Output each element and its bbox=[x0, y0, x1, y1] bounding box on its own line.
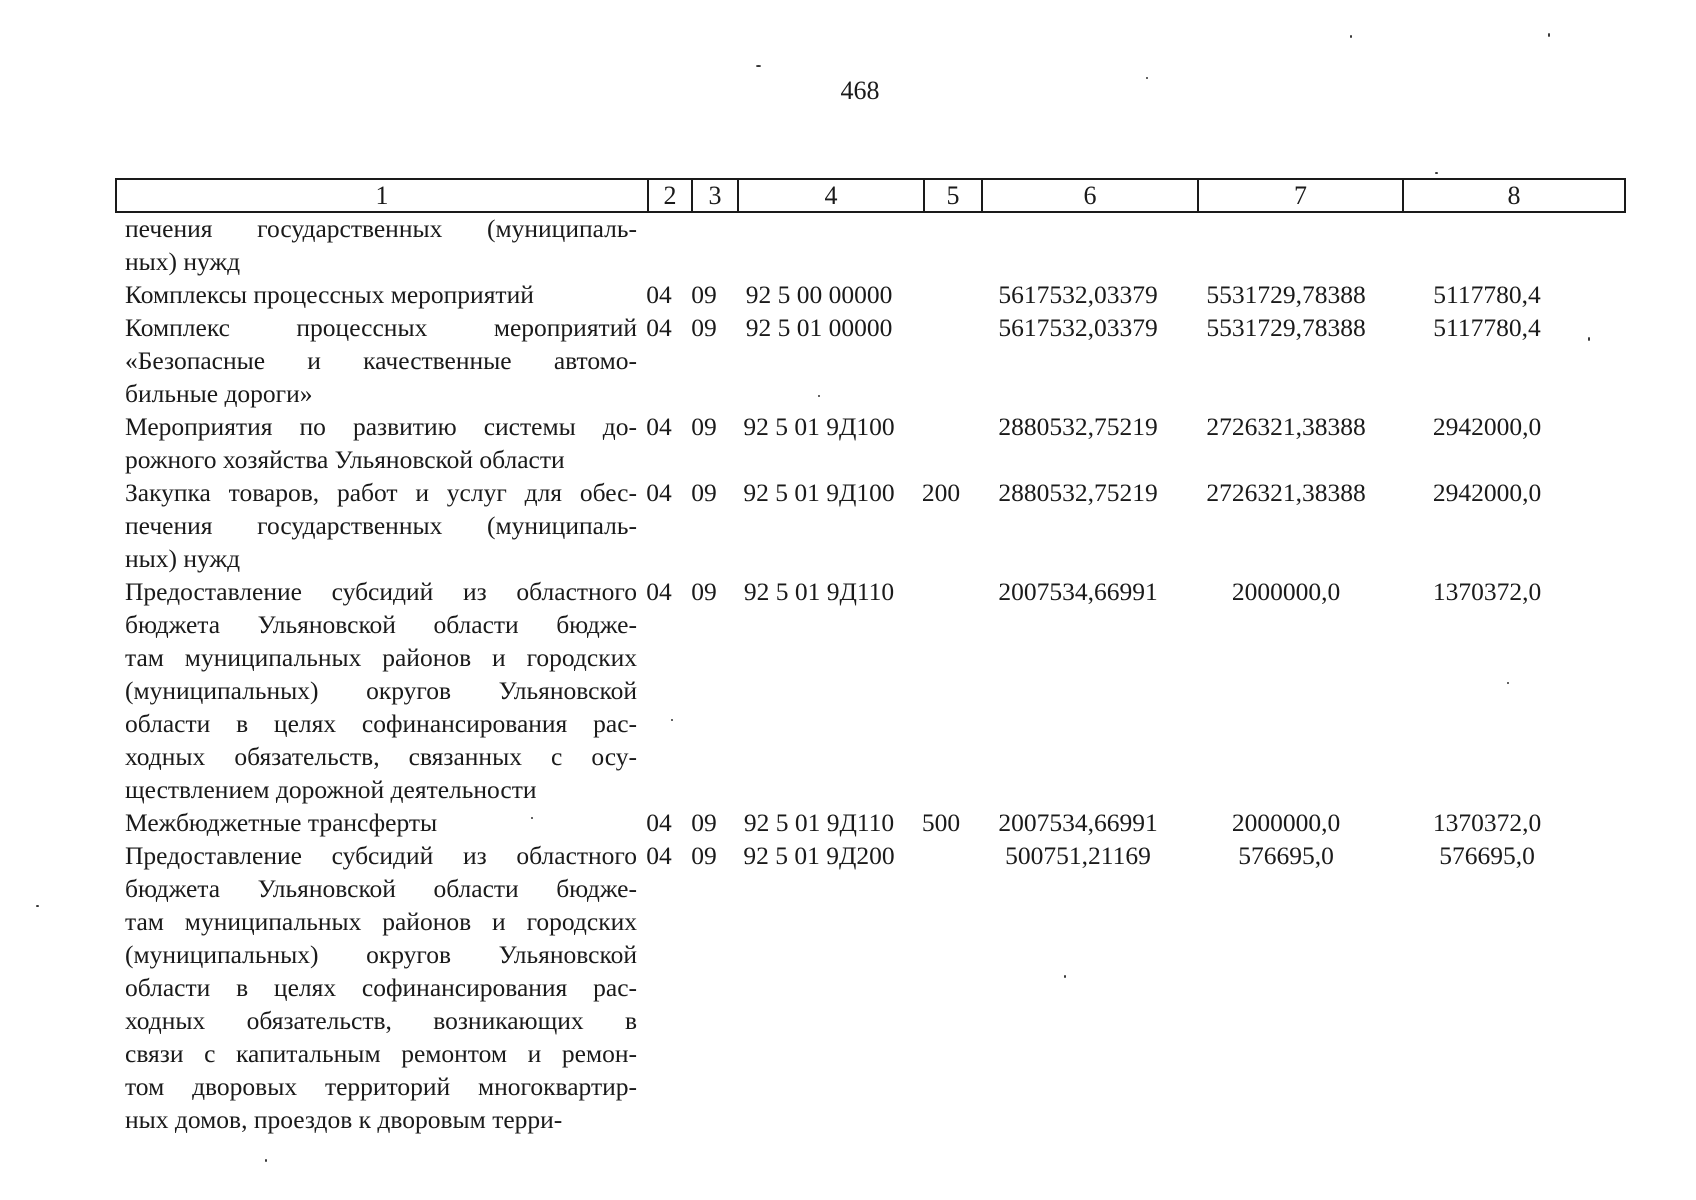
cell-col-6: 2880532,75219 bbox=[998, 478, 1158, 507]
scan-speck bbox=[1507, 682, 1509, 684]
cell-col-2: 04 bbox=[646, 841, 672, 870]
scan-speck bbox=[1588, 337, 1590, 341]
cell-col-3: 09 bbox=[691, 808, 717, 837]
table-row bbox=[125, 806, 1625, 839]
cell-col-7: 576695,0 bbox=[1238, 841, 1334, 870]
header-col-7: 7 bbox=[1198, 179, 1403, 212]
cell-col-5 bbox=[911, 278, 971, 311]
row-label bbox=[125, 806, 637, 839]
table-row bbox=[125, 476, 1625, 575]
row-label-line: (муниципальных) округов Ульяновской bbox=[125, 940, 637, 969]
cell-col-7: 2000000,0 bbox=[1231, 808, 1341, 837]
cell-col-8: 1370372,0 bbox=[1432, 577, 1542, 606]
cell-col-6: 2880532,75219 bbox=[998, 412, 1158, 441]
scan-speck bbox=[265, 1159, 267, 1162]
cell-col-3: 09 bbox=[691, 313, 717, 342]
cell-col-8: 576695,0 bbox=[1439, 841, 1535, 870]
cell-col-4 bbox=[727, 212, 911, 278]
cell-col-8: 5117780,4 bbox=[1433, 280, 1541, 309]
header-col-5: 5 bbox=[924, 179, 982, 212]
table-row bbox=[125, 278, 1625, 311]
cell-col-7: 2726321,38388 bbox=[1206, 412, 1366, 441]
row-label bbox=[125, 575, 637, 806]
table-row bbox=[125, 212, 1625, 278]
cell-col-4: 92 5 01 9Д110 bbox=[743, 577, 895, 606]
cell-col-6: 5617532,03379 bbox=[998, 280, 1158, 309]
cell-col-7: 2726321,38388 bbox=[1206, 478, 1366, 507]
header-row bbox=[116, 179, 1625, 212]
row-label-line: Предоставление субсидий из областного bbox=[125, 841, 637, 870]
cell-col-4: 92 5 01 00000 bbox=[745, 313, 893, 342]
cell-col-8: 2942000,0 bbox=[1432, 412, 1542, 441]
row-label-line: печения государственных (муниципаль- bbox=[125, 214, 637, 243]
cell-col-4: 92 5 01 9Д100 bbox=[743, 412, 895, 441]
table-row bbox=[125, 575, 1625, 806]
cell-col-4: 92 5 01 9Д110 bbox=[743, 808, 895, 837]
cell-col-4: 92 5 00 00000 bbox=[745, 280, 893, 309]
cell-col-8: 1370372,0 bbox=[1432, 808, 1542, 837]
row-label-line: бильные дороги» bbox=[125, 379, 313, 408]
cell-col-3: 09 bbox=[691, 412, 717, 441]
cell-col-2: 04 bbox=[646, 478, 672, 507]
header-col-6: 6 bbox=[982, 179, 1198, 212]
row-label bbox=[125, 839, 637, 1136]
row-label-line: ных) нужд bbox=[125, 247, 241, 276]
cell-col-6: 2007534,66991 bbox=[998, 808, 1158, 837]
row-label-line: там муниципальных районов и городских bbox=[125, 643, 637, 672]
cell-col-8: 5117780,4 bbox=[1433, 313, 1541, 342]
row-label bbox=[125, 278, 637, 311]
row-label-line: Мероприятия по развитию системы до- bbox=[125, 412, 637, 441]
page-number: 468 bbox=[840, 76, 880, 105]
table-body bbox=[125, 212, 1625, 1136]
row-label bbox=[125, 212, 637, 278]
row-label-line: связи с капитальным ремонтом и ремон- bbox=[125, 1039, 637, 1068]
row-label-line: Межбюджетные трансферты bbox=[125, 808, 438, 837]
cell-col-2: 04 bbox=[646, 808, 672, 837]
row-label-line: ных) нужд bbox=[125, 544, 241, 573]
cell-col-8 bbox=[1387, 212, 1587, 278]
row-label-line: ходных обязательств, возникающих в bbox=[125, 1006, 637, 1035]
cell-col-7: 2000000,0 bbox=[1231, 577, 1341, 606]
row-label-line: бюджета Ульяновской области бюдже- bbox=[125, 610, 637, 639]
cell-col-3: 09 bbox=[691, 841, 717, 870]
table-header bbox=[115, 178, 1626, 213]
row-label-line: бюджета Ульяновской области бюдже- bbox=[125, 874, 637, 903]
table-row bbox=[125, 410, 1625, 476]
row-label bbox=[125, 410, 637, 476]
cell-col-7 bbox=[1185, 212, 1387, 278]
row-label-line: печения государственных (муниципаль- bbox=[125, 511, 637, 540]
scan-speck bbox=[1146, 77, 1148, 79]
row-label-line: области в целях софинансирования рас- bbox=[125, 709, 637, 738]
cell-col-2: 04 bbox=[646, 313, 672, 342]
cell-col-2: 04 bbox=[646, 577, 672, 606]
cell-col-6: 2007534,66991 bbox=[998, 577, 1158, 606]
cell-col-3: 09 bbox=[691, 577, 717, 606]
cell-col-7: 5531729,78388 bbox=[1206, 313, 1366, 342]
row-label-line: «Безопасные и качественные автомо- bbox=[125, 346, 637, 375]
cell-col-3 bbox=[681, 212, 727, 278]
header-col-3: 3 bbox=[692, 179, 738, 212]
row-label-line: Закупка товаров, работ и услуг для обес- bbox=[125, 478, 637, 507]
cell-col-2: 04 bbox=[646, 412, 672, 441]
row-label-line: там муниципальных районов и городских bbox=[125, 907, 637, 936]
scan-speck bbox=[1548, 33, 1550, 37]
row-label bbox=[125, 311, 637, 410]
cell-col-8: 2942000,0 bbox=[1432, 478, 1542, 507]
scan-speck bbox=[36, 905, 39, 907]
table-row bbox=[125, 839, 1625, 1136]
cell-col-5 bbox=[911, 212, 971, 278]
row-label-line: Комплексы процессных мероприятий bbox=[125, 280, 534, 309]
cell-col-5 bbox=[911, 575, 971, 806]
header-col-8: 8 bbox=[1403, 179, 1625, 212]
cell-col-3: 09 bbox=[691, 478, 717, 507]
cell-col-5: 200 bbox=[921, 478, 961, 507]
cell-col-2 bbox=[637, 212, 681, 278]
cell-col-7: 5531729,78388 bbox=[1206, 280, 1366, 309]
scan-speck bbox=[756, 65, 761, 67]
row-label-line: том дворовых территорий многоквартир- bbox=[125, 1072, 637, 1101]
scan-speck bbox=[531, 817, 533, 819]
header-col-4: 4 bbox=[738, 179, 924, 212]
header-col-1: 1 bbox=[116, 179, 648, 212]
row-label-line: рожного хозяйства Ульяновской области bbox=[125, 445, 565, 474]
row-label-line: Комплекс процессных мероприятий bbox=[125, 313, 637, 342]
cell-col-5: 500 bbox=[921, 808, 961, 837]
scan-speck bbox=[1350, 35, 1352, 38]
cell-col-6: 5617532,03379 bbox=[998, 313, 1158, 342]
scan-speck bbox=[1064, 975, 1066, 978]
cell-col-4: 92 5 01 9Д100 bbox=[743, 478, 895, 507]
header-col-2: 2 bbox=[648, 179, 692, 212]
cell-col-3: 09 bbox=[691, 280, 717, 309]
row-label-line: ществлением дорожной деятельности bbox=[125, 775, 537, 804]
table-row bbox=[125, 311, 1625, 410]
cell-col-6 bbox=[971, 212, 1185, 278]
row-label-line: Предоставление субсидий из областного bbox=[125, 577, 637, 606]
scan-speck bbox=[1435, 172, 1438, 174]
scan-speck bbox=[818, 395, 820, 397]
cell-col-6: 500751,21169 bbox=[1005, 841, 1151, 870]
row-label-line: ных домов, проездов к дворовым терри- bbox=[125, 1105, 563, 1134]
row-label-line: ходных обязательств, связанных с осу- bbox=[125, 742, 637, 771]
row-label bbox=[125, 476, 637, 575]
cell-col-2: 04 bbox=[646, 280, 672, 309]
row-label-line: области в целях софинансирования рас- bbox=[125, 973, 637, 1002]
cell-col-5 bbox=[911, 311, 971, 410]
cell-col-5 bbox=[911, 410, 971, 476]
scan-speck bbox=[671, 719, 673, 721]
cell-col-5 bbox=[911, 839, 971, 1136]
cell-col-4: 92 5 01 9Д200 bbox=[743, 841, 895, 870]
row-label-line: (муниципальных) округов Ульяновской bbox=[125, 676, 637, 705]
